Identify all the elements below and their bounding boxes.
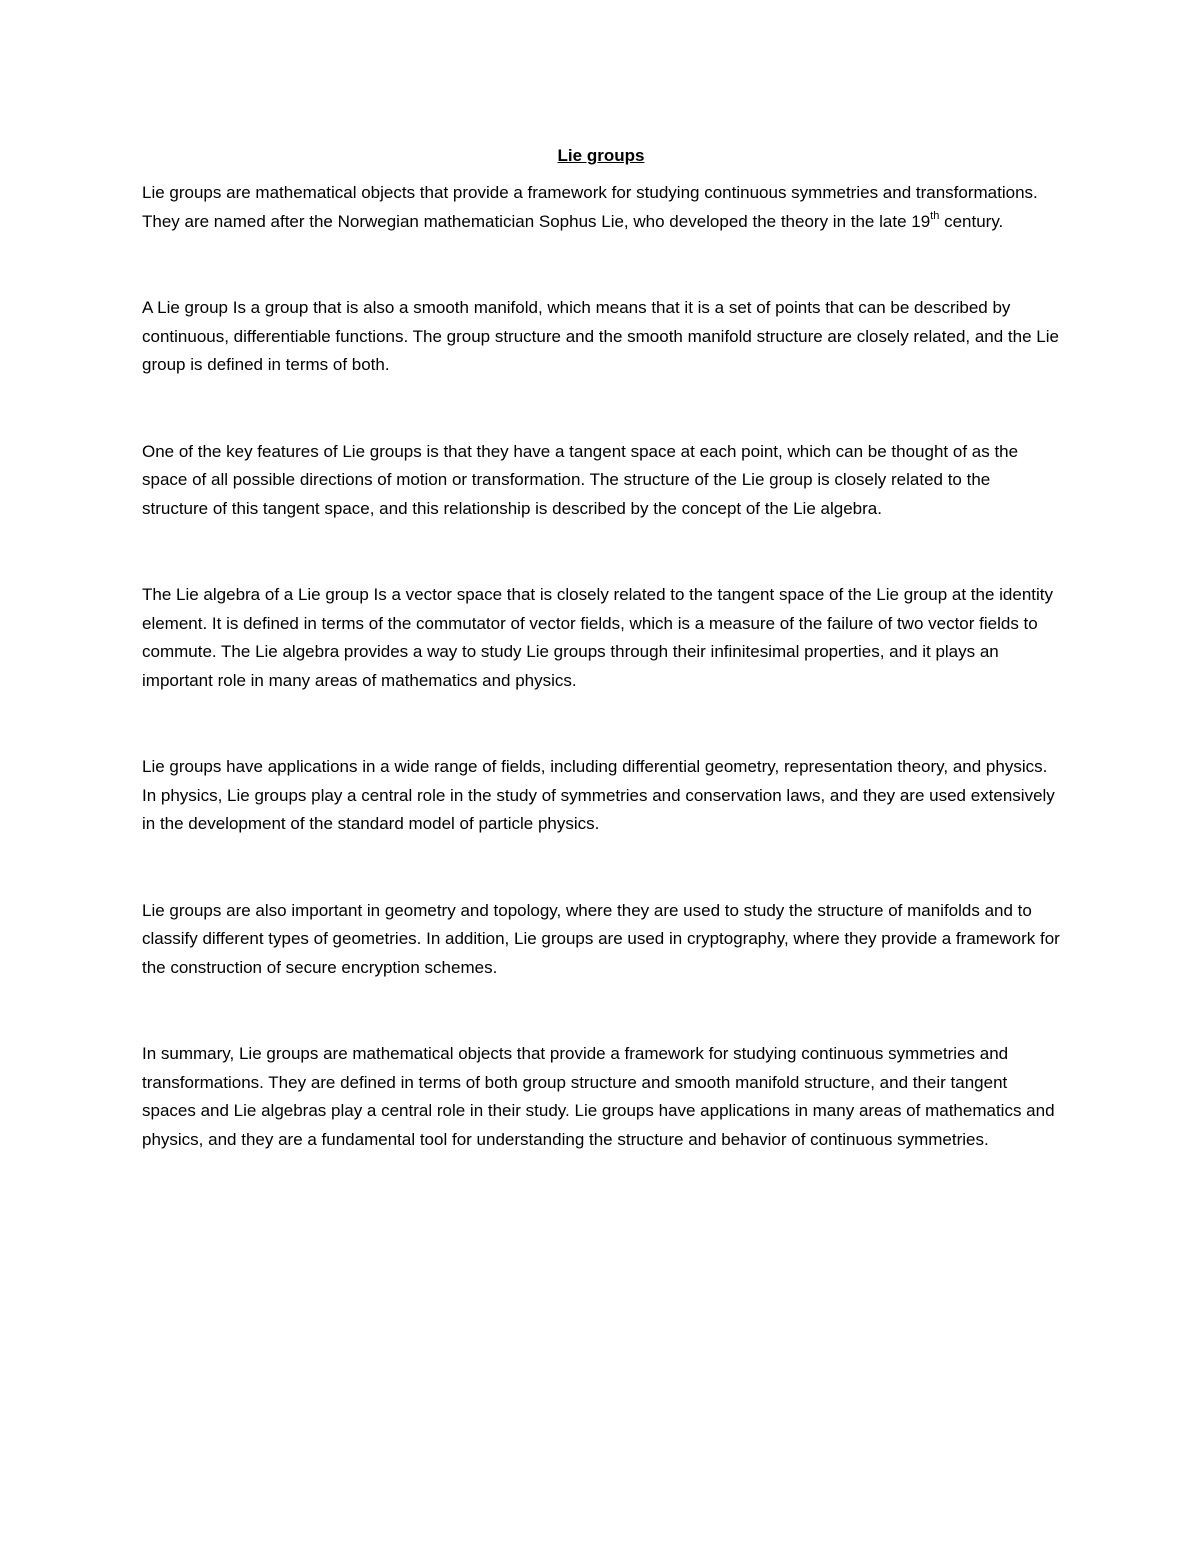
paragraph-tangent-space: One of the key features of Lie groups is that they have a tangent space at each point, which can be thought of as the space of all possible directions of motion or transformation. The structure of the Lie group is closely related to the structure of this tangent space, and this relationship is described by the concept of the Lie algebra. <box>142 441 1019 518</box>
paragraph-applications: Lie groups have applications in a wide range of fields, including differential geometry, representation theory, and physics. In physics, Lie groups play a central role in the study of symmetries and conservation laws, and they are used extensively in the development of the standard model of particle physics. <box>142 757 1055 833</box>
paragraph-intro <box>142 179 1060 236</box>
paragraph-summary: In summary, Lie groups are mathematical objects that provide a framework for studying continuous symmetries and transformations. They are defined in terms of both group structure and smooth manifold structure, and their tangent spaces and Lie algebras play a central role in their study. Lie groups have applications in many areas of mathematics and physics, and they are a fundamental tool for understanding the structure and behavior of continuous symmetries. <box>142 1044 1055 1149</box>
paragraph-lie-algebra: The Lie algebra of a Lie group Is a vector space that is closely related to the tangent space of the Lie group at the identity element. It is defined in terms of the commutator of vector fields, which is a measure of the failure of two vector fields to commute. The Lie algebra provides a way to study Lie groups through their infinitesimal properties, and it plays an important role in many areas of mathematics and physics. <box>142 585 1054 690</box>
paragraph-geometry-topology: Lie groups are also important in geometry and topology, where they are used to study the structure of manifolds and to classify different types of geometries. In addition, Lie groups are used in cryptography, where they provide a framework for the construction of secure encryption schemes. <box>142 900 1060 977</box>
ordinal-suffix: th <box>930 209 940 222</box>
document-title: Lie groups <box>557 146 645 165</box>
intro-text-end: century. <box>939 211 1004 231</box>
document-body <box>142 142 1060 1154</box>
intro-text: Lie groups are mathematical objects that provide a framework for studying continuous symmetries and transformations. They are named after the Norwegian mathematician Sophus Lie, who developed the theory in the late 19 <box>142 183 1038 231</box>
paragraph-definition: A Lie group Is a group that is also a smooth manifold, which means that it is a set of points that can be described by continuous, differentiable functions. The group structure and the smooth manifold structure are closely related, and the Lie group is defined in terms of both. <box>142 298 1059 374</box>
